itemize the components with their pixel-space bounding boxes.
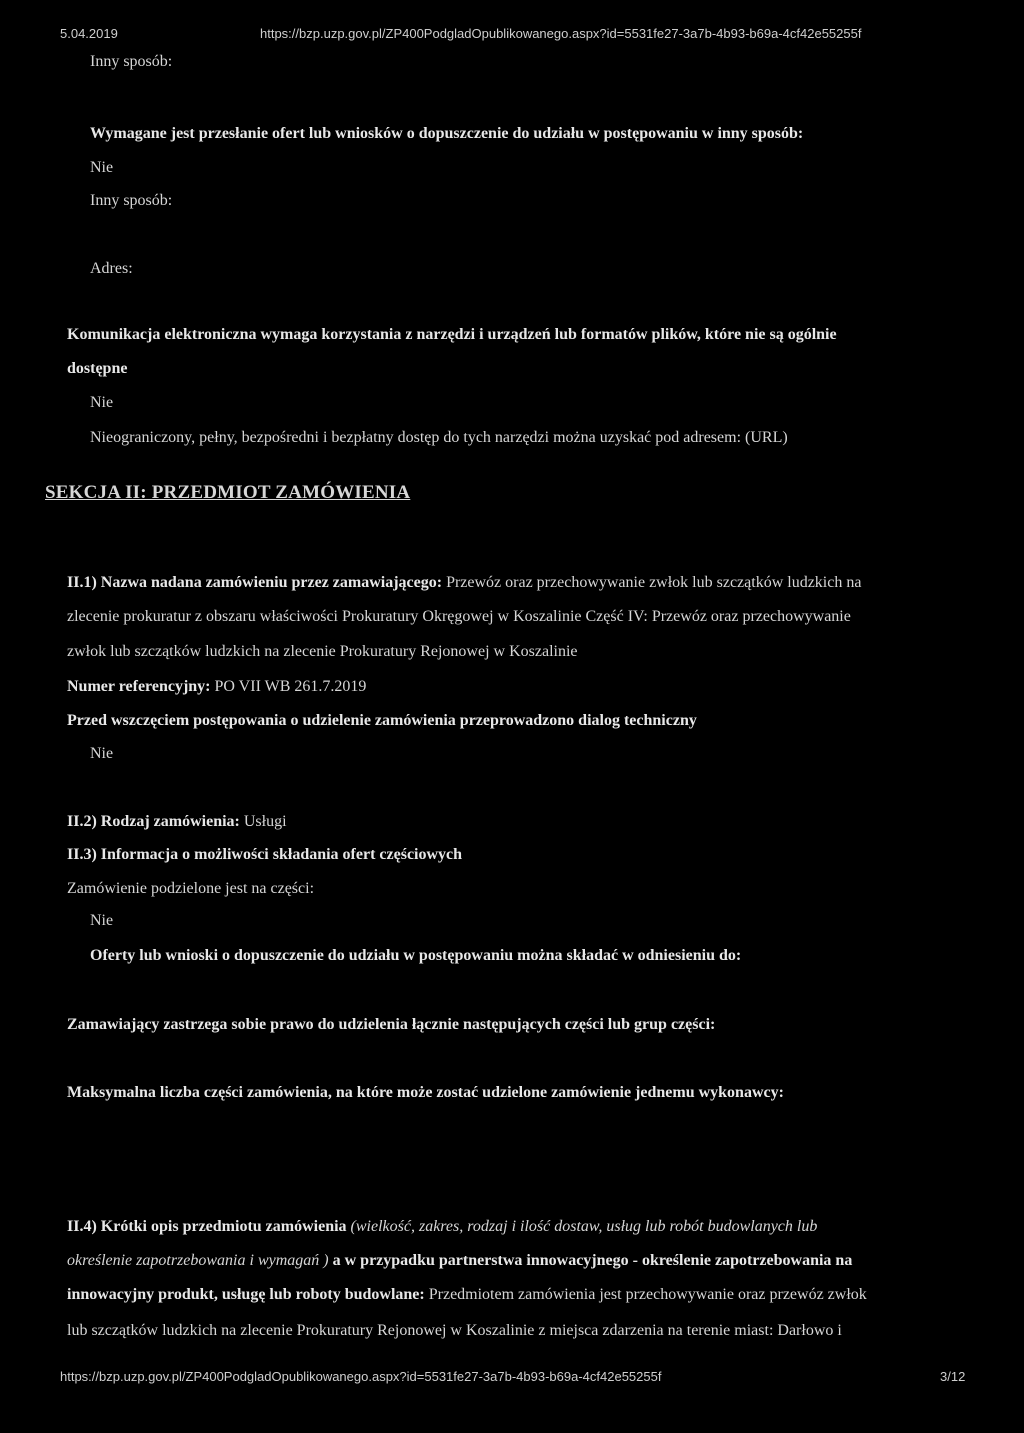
komunikacja-label-line1: Komunikacja elektroniczna wymaga korzystania z narzędzi i urządzeń lub formatów plików, które nie są ogólnie [67,326,837,343]
inny-sposob-label-2: Inny sposób: [90,192,173,209]
adres-label: Adres: [90,260,133,277]
zastrzega-label: Zamawiający zastrzega sobie prawo do udzielenia łącznie następujących części lub grup części: [67,1016,716,1033]
dostep-url-label: Nieograniczony, pełny, bezpośredni i bezpłatny dostęp do tych narzędzi można uzyskać pod adresem: (URL) [90,429,788,446]
ii1-name-line2: zlecenie prokuratur z obszaru właściwości Prokuratury Okręgowej w Koszalinie Część IV: Przewóz oraz przechowywanie [67,608,851,625]
page-number: 3/12 [940,1369,966,1384]
section-title: SEKCJA II: PRZEDMIOT ZAMÓWIENIA [45,482,411,503]
dialog-techniczny-label: Przed wszczęciem postępowania o udzielenie zamówienia przeprowadzono dialog techniczny [67,712,697,729]
komunikacja-label-line2: dostępne [67,360,128,377]
reference-number: Numer referencyjny: PO VII WB 261.7.2019 [67,678,367,695]
ii3-title: II.3) Informacja o możliwości składania ofert częściowych [67,846,463,863]
ii4-line1: II.4) Krótki opis przedmiotu zamówienia (wielkość, zakres, rodzaj i ilość dostaw, usług lub robót budowlanych lub [67,1218,818,1235]
print-date: 5.04.2019 [60,26,118,41]
oferty-label: Oferty lub wnioski o dopuszczenie do udziału w postępowaniu można składać w odniesieniu do: [90,947,742,964]
komunikacja-value: Nie [90,394,114,411]
ii4-line4: lub szczątków ludzkich na zlecenie Prokuratury Rejonowej w Koszalinie z miejsca zdarzenia na terenie miast: Darłowo i [67,1322,842,1339]
header-url: https://bzp.uzp.gov.pl/ZP400PodgladOpublikowanego.aspx?id=5531fe27-3a7b-4b93-b69a-4cf42e55255f [260,26,862,41]
required-other-way-label: Wymagane jest przesłanie ofert lub wniosków o dopuszczenie do udziału w postępowaniu w inny sposób: [90,125,804,142]
ii1-name-line3: zwłok lub szczątków ludzkich na zlecenie Prokuratury Rejonowej w Koszalinie [67,643,578,660]
ii4-line2: określenie zapotrzebowania i wymagań ) a w przypadku partnerstwa innowacyjnego - określenie zapotrzebowania na [67,1252,853,1269]
podzielone-value: Nie [90,912,114,929]
footer-url: https://bzp.uzp.gov.pl/ZP400PodgladOpublikowanego.aspx?id=5531fe27-3a7b-4b93-b69a-4cf42e55255f [60,1369,662,1384]
ii1-name-line1: II.1) Nazwa nadana zamówieniu przez zamawiającego: Przewóz oraz przechowywanie zwłok lub szczątków ludzkich na [67,574,862,591]
maksymalna-liczba-label: Maksymalna liczba części zamówienia, na które może zostać udzielone zamówienie jednemu wykonawcy: [67,1084,784,1101]
required-other-way-value: Nie [90,159,114,176]
podzielone-label: Zamówienie podzielone jest na części: [67,880,315,897]
inny-sposob-label-1: Inny sposób: [90,53,173,70]
dialog-techniczny-value: Nie [90,745,114,762]
ii4-line3: innowacyjny produkt, usługę lub roboty budowlane: Przedmiotem zamówienia jest przechowywanie oraz przewóz zwłok [67,1286,867,1303]
ii2-rodzaj: II.2) Rodzaj zamówienia: Usługi [67,813,287,830]
